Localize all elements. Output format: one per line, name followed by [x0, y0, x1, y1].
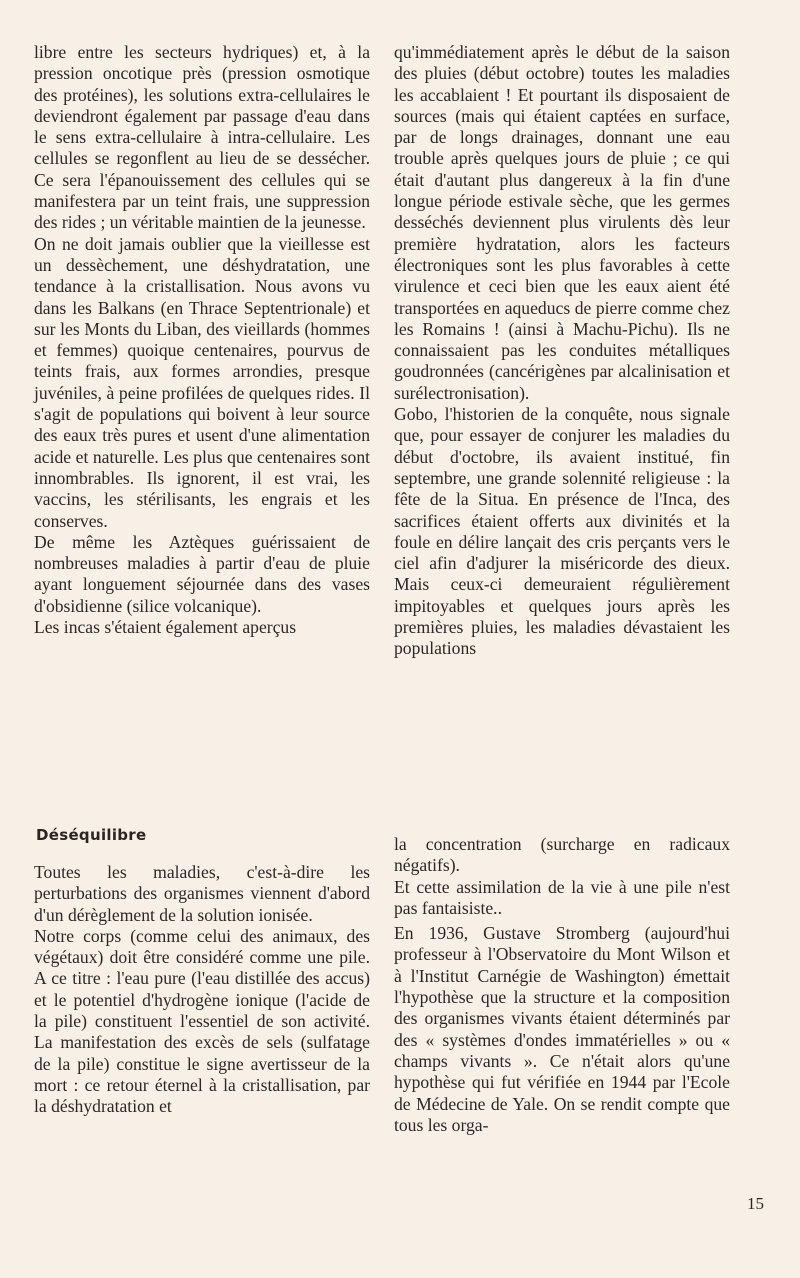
paragraph: qu'immédiatement après le début de la saison des pluies (début octobre) toutes les maladies les accablaient ! Et pourtant ils disposaient de sources (mais qui étaient captées en surface, par de longs drainages, donnant une eau trouble après quelques jours de pluie ; ce qui était d'autant plus dangereux à la fin d'une longue période estivale sèche, que les germes desséchés deviennent plus virulents dès leur première hydratation, alors les facteurs électroniques sont les plus favorables à cette virulence et ceci bien que les eaux aient été transportées en aqueducs de pierre comme chez les Romains ! (ainsi à Machu-Pichu). Ils ne connaissaient pas les conduites métalliques goudronnées (cancérigènes par alcalinisation et surélectronisation).	[394, 42, 730, 403]
top-left-column	[34, 42, 370, 638]
paragraph: En 1936, Gustave Stromberg (aujourd'hui professeur à l'Observatoire du Mont Wilson et à l'Institut Carnégie de Washington) émettait l'hypothèse que la structure et la composition des organismes vivants étaient déterminés par des « systèmes d'ondes immatérielles » ou « champs vivants ». Ce n'était alors qu'une hypothèse qui fut vérifiée en 1944 par l'Ecole de Médecine de Yale. On se rendit compte que tous les orga-	[394, 923, 730, 1135]
top-right-column	[394, 42, 730, 660]
paragraph: De même les Aztèques guérissaient de nombreuses maladies à partir d'eau de pluie ayant longuement séjournée dans des vases d'obsidienne (silice volcanique).	[34, 531, 370, 616]
paragraph: Gobo, l'historien de la conquête, nous signale que, pour essayer de conjurer les maladies du début d'octobre, ils avaient institué, fin septembre, une grande solennité religieuse : la fête de la Situa. En présence de l'Inca, des sacrifices étaient offerts aux divinités et la foule en délire lançait des cris perçants vers le ciel afin d'adjurer la miséricorde des dieux. Mais ceux-ci demeuraient régulièrement impitoyables et quelques jours après les premières pluies, les maladies dévastaient les populations	[394, 404, 730, 659]
bottom-left-column	[34, 862, 370, 1118]
paragraph: Toutes les maladies, c'est-à-dire les perturbations des organismes viennent d'abord d'un dérèglement de la solution ionisée.	[34, 862, 370, 925]
paragraph: Et cette assimilation de la vie à une pile n'est pas fantaisiste..	[394, 876, 730, 918]
page-number: 15	[747, 1194, 764, 1213]
paragraph: libre entre les secteurs hydriques) et, à la pression oncotique près (pression osmotique des protéines), les solutions extra-cellulaires le deviendront également par passage d'eau dans le sens extra-cellulaire à intra-cellulaire. Les cellules se regonflent au lieu de se dessécher. Ce sera l'épanouissement des cellules qui se manifestera par un teint frais, une suppression des rides ; un véritable maintien de la jeunesse.	[34, 42, 370, 233]
paragraph: la concentration (surcharge en radicaux négatifs).	[394, 834, 730, 876]
paragraph: On ne doit jamais oublier que la vieillesse est un dessèchement, une déshydratation, une tendance à la cristallisation. Nous avons vu dans les Balkans (en Thrace Septentrionale) et sur les Monts du Liban, des vieillards (hommes et femmes) quoique centenaires, pourvus de teints frais, aux formes arrondies, presque juvéniles, à peine profilées de quelques rides. Il s'agit de populations qui boivent à leur source des eaux très pures et usent d'une alimentation acide et naturelle. Les plus que centenaires sont innombrables. Ils ignorent, il est vrai, les vaccins, les stérilisants, les engrais et les conserves.	[34, 233, 370, 531]
bottom-right-column	[394, 834, 730, 1136]
paragraph: Les incas s'étaient également aperçus	[34, 617, 297, 638]
section-heading: Déséquilibre	[36, 826, 147, 844]
paragraph: Notre corps (comme celui des animaux, des végétaux) doit être considéré comme une pile. A ce titre : l'eau pure (l'eau distillée des accus) et le potentiel d'hydrogène ionique (l'acide de la pile) constituent l'essentiel de son activité. La manifestation des excès de sels (sulfatage de la pile) constitue le signe avertisseur de la mort : ce retour éternel à la cristallisation, par la déshydratation et	[34, 925, 370, 1117]
